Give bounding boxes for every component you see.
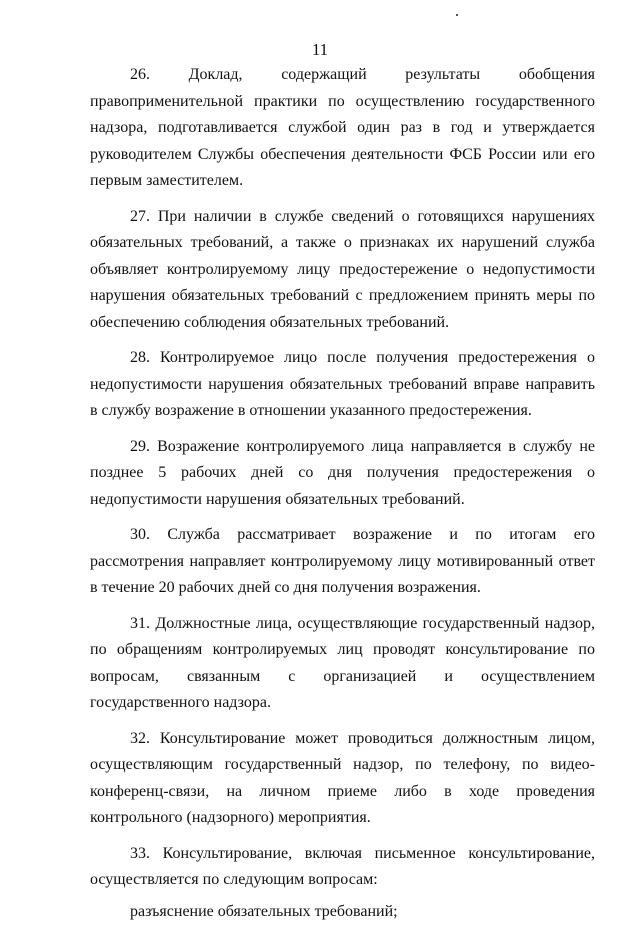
paragraph-33: 33. Консультирование, включая письменное консультирование, осуществляется по следующим вопросам: xyxy=(90,844,595,888)
paragraph-29: 29. Возражение контролируемого лица направляется в службу не позднее 5 рабочих дней со дня получения предостережения о недопустимости нарушения обязательных требований. xyxy=(90,437,595,508)
paragraph-31: 31. Должностные лица, осуществляющие государственный надзор, по обращениям контролируемых лиц проводят консультирование по вопросам, связанным с организацией и осуществлением государственного надзора. xyxy=(90,614,595,711)
list-item-requirements: разъяснение обязательных требований; xyxy=(130,902,398,920)
scan-speck xyxy=(456,14,458,16)
paragraph-32: 32. Консультирование может проводиться должностным лицом, осуществляющим государственный надзор, по телефону, по видео-конференц-связи, на личном приеме либо в ходе проведения контрольного (надзорного) мероприятия. xyxy=(90,729,595,826)
paragraph-27: 27. При наличии в службе сведений о готовящихся нарушениях обязательных требований, а также о признаках их нарушений служба объявляет контролируемому лицу предостережение о недопустимости нарушения обязательных требований с предложением принять меры по обеспечению соблюдения обязательных требований. xyxy=(90,207,595,331)
paragraph-26: 26. Доклад, содержащий результаты обобщения правоприменительной практики по осуществлению государственного надзора, подготавливается службой один раз в год и утверждается руководителем Службы обеспечения деятельности ФСБ России или его первым заместителем. xyxy=(90,66,595,189)
paragraph-28: 28. Контролируемое лицо после получения предостережения о недопустимости нарушения обязательных требований вправе направить в службу возражение в отношении указанного предостережения. xyxy=(90,349,595,419)
page-number: 11 xyxy=(311,40,329,59)
document-body xyxy=(90,62,595,934)
paragraph-30: 30. Служба рассматривает возражение и по итогам его рассмотрения направляет контролируемому лицу мотивированный ответ в течение 20 рабочих дней со дня получения возражения. xyxy=(90,526,595,596)
